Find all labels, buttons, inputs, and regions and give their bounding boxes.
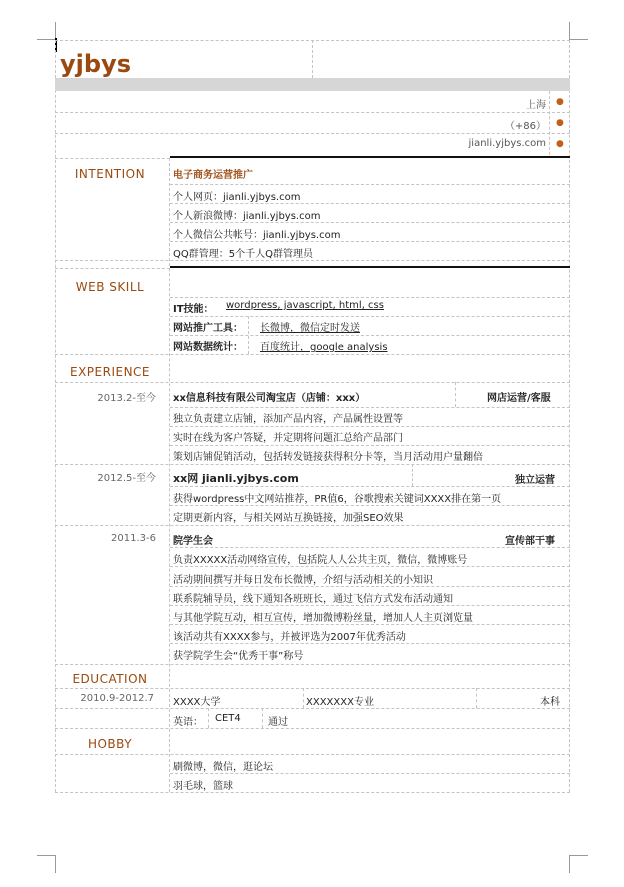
gridline	[170, 505, 570, 506]
gridline	[262, 708, 263, 728]
bullet-icon: ●	[556, 139, 564, 149]
english-label: 英语：	[173, 717, 203, 728]
gridline	[170, 297, 570, 298]
gridline	[55, 112, 570, 113]
gridline	[55, 354, 570, 355]
section-title-experience: EXPERIENCE	[69, 365, 151, 379]
skill-label: 网站推广工具：	[173, 323, 243, 334]
hobby-line: 羽毛球，篮球	[173, 781, 233, 792]
gridline	[412, 464, 413, 486]
gridline	[55, 708, 570, 709]
gridline	[55, 268, 170, 269]
gridline	[170, 586, 570, 587]
experience-line: 负责XXXXX活动网络宣传，包括院人人公共主页，微信，微博账号	[173, 555, 468, 566]
intention-line: 个人新浪微博：jianli.yjbys.com	[173, 211, 321, 222]
bullet-icon: ●	[556, 97, 564, 107]
gridline	[208, 708, 209, 728]
gridline	[303, 688, 304, 708]
gridline	[55, 688, 570, 689]
experience-line: 联系院辅导员，线下通知各班班长，通过飞信方式发布活动通知	[173, 594, 453, 605]
gridline	[549, 91, 550, 155]
experience-date: 2013.2-至今	[97, 393, 156, 404]
section-title-intention: INTENTION	[74, 167, 146, 181]
section-rule	[170, 266, 570, 268]
crop-mark	[570, 855, 588, 856]
experience-line: 该活动共有XXXX参与，并被评选为2007年优秀活动	[173, 632, 406, 643]
gridline	[55, 464, 570, 465]
gridline	[170, 426, 570, 427]
bullet-icon: ●	[556, 118, 564, 128]
experience-line: 定期更新内容，与相关网站互换链接，加强SEO效果	[173, 513, 404, 524]
experience-line: 实时在线为客户答疑，并定期将问题汇总给产品部门	[173, 433, 403, 444]
education-date: 2010.9-2012.7	[80, 693, 154, 704]
crop-mark	[37, 39, 55, 40]
intention-line: 个人微信公共帐号：jianli.yjbys.com	[173, 230, 341, 241]
gridline	[170, 605, 570, 606]
experience-date: 2011.3-6	[111, 533, 156, 544]
gridline	[169, 158, 170, 792]
gridline	[170, 184, 570, 185]
gridline	[55, 754, 570, 755]
experience-line: 获学院学生会“优秀干事”称号	[173, 651, 304, 662]
gridline	[248, 316, 249, 354]
experience-company: xx网 jianli.yjbys.com	[173, 472, 299, 485]
skill-value: wordpress, javascript, html, css	[226, 300, 384, 311]
gridline	[55, 728, 570, 729]
gridline	[569, 40, 570, 792]
contact-email: jianli.yjbys.com	[468, 138, 546, 149]
skill-value: 百度统计，google analysis	[260, 342, 388, 353]
section-title-hobby: HOBBY	[87, 737, 133, 751]
gridline	[55, 664, 570, 665]
experience-date: 2012.5-至今	[97, 473, 156, 484]
skill-label: 网站数据统计：	[173, 342, 243, 353]
gridline	[55, 525, 570, 526]
experience-line: 获得wordpress中文网站推荐，PR值6，谷歌搜索关键词XXXX排在第一页	[173, 494, 502, 505]
gridline	[312, 40, 313, 78]
intention-line: QQ群管理：5个千人Q群管理员	[173, 249, 313, 260]
experience-company: xx信息科技有限公司淘宝店（店铺：xxx）	[173, 393, 366, 404]
education-major: XXXXXXX专业	[306, 697, 374, 708]
gridline	[170, 407, 570, 408]
gridline	[170, 773, 570, 774]
crop-mark	[37, 855, 55, 856]
experience-line: 活动期间撰写并每日发布长微博，介绍与活动相关的小知识	[173, 575, 433, 586]
resume-name: yjbys	[60, 50, 131, 78]
english-status: 通过	[268, 717, 288, 728]
crop-mark	[569, 855, 570, 873]
experience-role: 网店运营/客服	[487, 393, 551, 404]
gridline	[455, 382, 456, 407]
gridline	[170, 241, 570, 242]
experience-role: 独立运营	[515, 475, 555, 486]
gridline	[170, 643, 570, 644]
gridline	[170, 445, 570, 446]
gridline	[170, 203, 570, 204]
section-rule	[170, 156, 570, 158]
gridline	[170, 335, 570, 336]
skill-label: IT技能：	[173, 304, 214, 315]
education-school: XXXX大学	[173, 697, 221, 708]
experience-company: 院学生会	[173, 536, 213, 547]
intention-title: 电子商务运营推广	[173, 170, 253, 181]
gridline	[55, 382, 570, 383]
intention-line: 个人网页：jianli.yjbys.com	[173, 192, 301, 203]
english-level: CET4	[215, 713, 241, 724]
gridline	[55, 792, 570, 793]
gridline	[170, 316, 570, 317]
skill-value: 长微博，微信定时发送	[260, 323, 360, 334]
gridline	[55, 260, 570, 261]
experience-line: 独立负责建立店铺，添加产品内容，产品属性设置等	[173, 414, 403, 425]
header-bar	[55, 78, 570, 91]
experience-line: 与其他学院互动，相互宣传，增加微博粉丝量，增加人人主页浏览量	[173, 613, 473, 624]
gridline	[170, 486, 570, 487]
section-title-education: EDUCATION	[72, 672, 148, 686]
crop-mark	[55, 855, 56, 873]
gridline	[170, 566, 570, 567]
gridline	[170, 547, 570, 548]
crop-mark	[570, 39, 588, 40]
gridline	[170, 624, 570, 625]
experience-line: 策划店铺促销活动，包括转发链接获得积分卡等，当月活动用户量翻倍	[173, 452, 483, 463]
crop-mark	[569, 22, 570, 40]
experience-role: 宣传部干事	[505, 536, 555, 547]
education-degree: 本科	[540, 697, 560, 708]
hobby-line: 刷微博，微信，逛论坛	[173, 762, 273, 773]
contact-city: 上海	[526, 100, 546, 111]
gridline	[55, 158, 170, 159]
gridline	[476, 688, 477, 708]
section-title-web-skill: WEB SKILL	[75, 280, 145, 294]
gridline	[170, 222, 570, 223]
contact-phone: （+86）	[504, 121, 546, 132]
gridline	[55, 133, 570, 134]
